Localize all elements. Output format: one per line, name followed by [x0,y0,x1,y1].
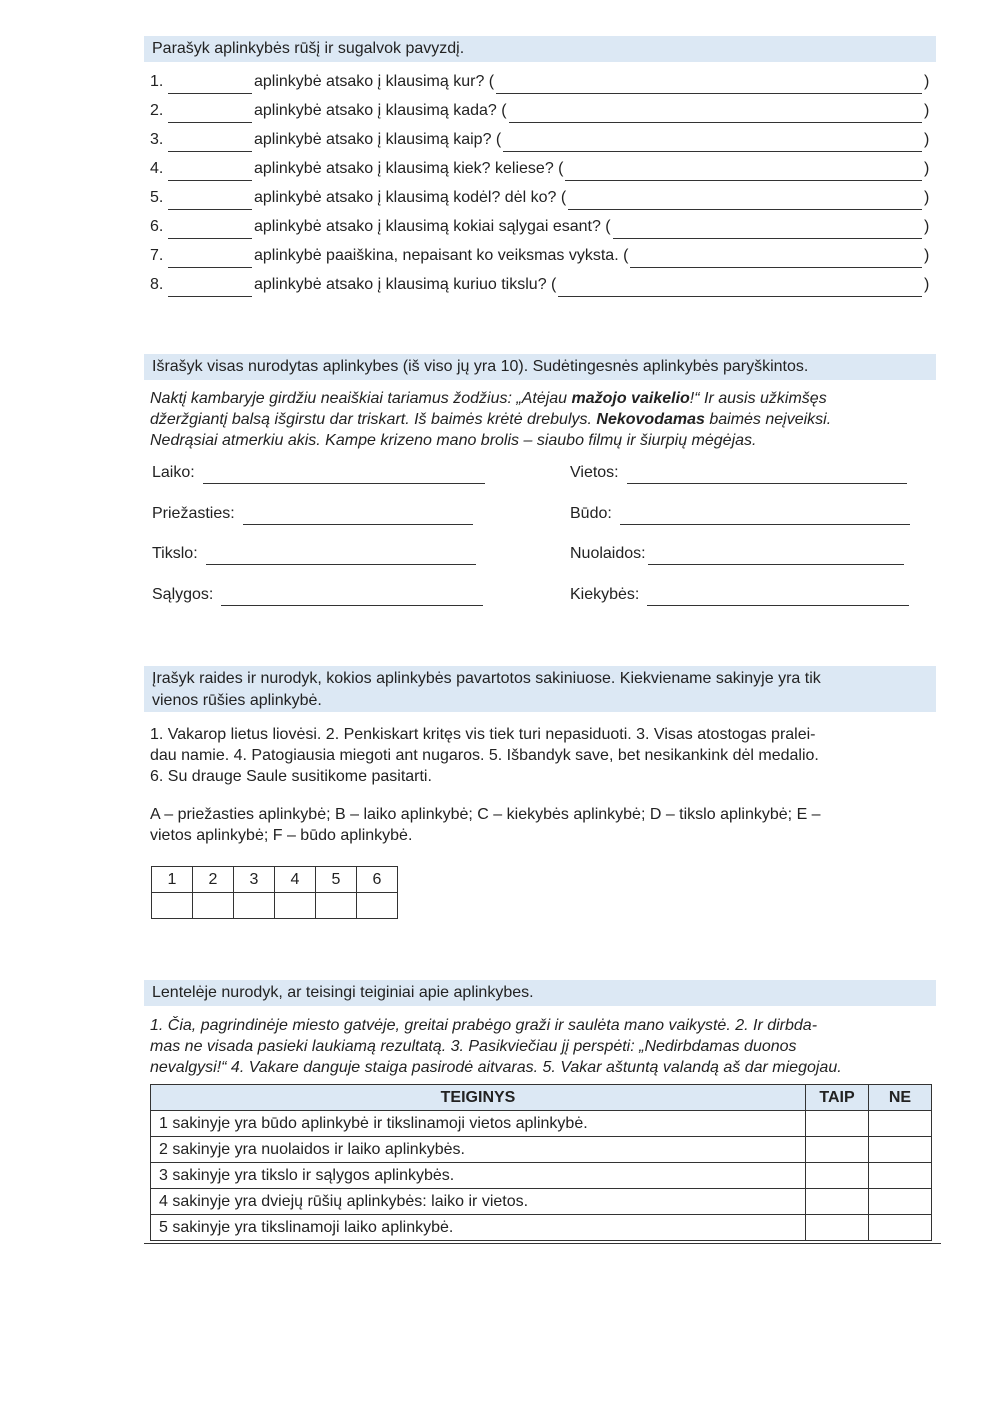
answer-line[interactable] [620,504,910,525]
field-label: Laiko: [152,464,195,481]
answer-blank[interactable] [168,75,252,94]
text-line: Nedrąsiai atmerkiu akis. Kampe krizeno mano brolis – siaubo filmų ir šiurpių mėgėjas. [150,432,757,449]
table-row [151,1137,932,1163]
text-line: nevalgysi!“ 4. Vakare danguje staiga pasirodė aitvaras. 5. Vakar aštuntą valandą aš dar miegojau. [150,1059,842,1076]
ne-cell[interactable] [869,1215,932,1241]
field-budo [570,503,910,525]
field-tikslo [152,543,476,565]
grid-header: 2 [193,867,234,893]
section4-text [150,1015,940,1078]
answer-grid [151,866,398,919]
field-salygos [152,584,483,606]
grid-header: 1 [152,867,193,893]
answer-line[interactable] [648,544,904,565]
list-item [150,244,932,268]
section2-text [150,388,940,451]
statement-cell: 2 sakinyje yra nuolaidos ir laiko aplinkybės. [151,1137,806,1163]
text-line: 1. Vakarop lietus liovėsi. 2. Penkiskart kritęs vis tiek turi nepasiduoti. 3. Visas atostogas pralei- [150,726,816,743]
field-label: Priežasties: [152,505,235,522]
item-question: aplinkybė atsako į klausimą kiek? keliese? ( [254,160,564,177]
list-item [150,128,932,152]
ne-cell[interactable] [869,1163,932,1189]
item-close: ) [924,160,930,177]
item-close: ) [924,247,930,264]
answer-line[interactable] [647,585,909,606]
text-line: dau namie. 4. Patogiausia miegoti ant nugaros. 5. Išbandyk save, bet nesikankink dėl medalio. [150,747,819,764]
answer-blank[interactable] [168,191,252,210]
grid-header: 6 [357,867,398,893]
item-number: 4. [150,160,164,177]
title-line: Įrašyk raides ir nurodyk, kokios aplinkybės pavartotos sakiniuose. Kiekviename sakinyje yra tik [152,670,821,687]
statement-cell: 3 sakinyje yra tikslo ir sąlygos aplinkybės. [151,1163,806,1189]
item-question: aplinkybė atsako į klausimą kur? ( [254,73,495,90]
text-line [150,388,940,409]
text-run: Naktį kambaryje girdžiu neaiškiai tariamus žodžius: „Atėjau [150,390,572,407]
field-label: Būdo: [570,505,612,522]
item-number: 6. [150,218,164,235]
item-close: ) [924,131,930,148]
item-number: 8. [150,276,164,293]
grid-header: 4 [275,867,316,893]
example-line[interactable] [630,249,922,268]
item-close: ) [924,189,930,206]
text-run: !“ Ir ausis užkimšęs [689,390,827,407]
section3-title [144,666,936,712]
taip-cell[interactable] [806,1189,869,1215]
list-item [150,99,932,123]
col-header-teiginys: TEIGINYS [151,1085,806,1111]
answer-line[interactable] [206,544,476,565]
grid-answer-cell[interactable] [275,893,316,919]
answer-blank[interactable] [168,249,252,268]
answer-line[interactable] [221,585,483,606]
statement-cell: 5 sakinyje yra tikslinamoji laiko aplinkybė. [151,1215,806,1241]
taip-cell[interactable] [806,1111,869,1137]
field-priezasties [152,503,473,525]
answer-blank[interactable] [168,278,252,297]
text-line: A – priežasties aplinkybė; B – laiko aplinkybė; C – kiekybės aplinkybė; D – tikslo aplinkybė; E – [150,806,821,823]
section4-title: Lentelėje nurodyk, ar teisingi teiginiai apie aplinkybes. [144,980,936,1006]
ne-cell[interactable] [869,1111,932,1137]
text-line: vietos aplinkybė; F – būdo aplinkybė. [150,827,413,844]
item-close: ) [924,218,930,235]
grid-header: 3 [234,867,275,893]
item-question: aplinkybė atsako į klausimą kodėl? dėl ko? ( [254,189,567,206]
item-number: 3. [150,131,164,148]
example-line[interactable] [613,220,922,239]
answer-blank[interactable] [168,162,252,181]
item-question: aplinkybė atsako į klausimą kada? ( [254,102,507,119]
list-item [150,70,932,94]
field-laiko [152,462,485,484]
grid-answer-cell[interactable] [357,893,398,919]
text-run: džeržgiantį balsą išgirstu dar triskart. Iš baimės krėtė drebulys. [150,411,597,428]
col-header-taip: TAIP [806,1085,869,1111]
text-line [150,409,940,430]
statements-table [150,1084,932,1241]
table-row [151,1215,932,1241]
statement-cell: 4 sakinyje yra dviejų rūšių aplinkybės: laiko ir vietos. [151,1189,806,1215]
item-close: ) [924,102,930,119]
list-item [150,273,932,297]
item-number: 7. [150,247,164,264]
table-row [151,1189,932,1215]
item-question: aplinkybė atsako į klausimą kaip? ( [254,131,502,148]
field-label: Vietos: [570,464,619,481]
taip-cell[interactable] [806,1215,869,1241]
grid-header: 5 [316,867,357,893]
ne-cell[interactable] [869,1189,932,1215]
grid-answer-cell[interactable] [152,893,193,919]
item-question: aplinkybė atsako į klausimą kokiai sąlygai esant? ( [254,218,611,235]
item-close: ) [924,276,930,293]
item-number: 1. [150,73,164,90]
grid-answer-cell[interactable] [193,893,234,919]
field-kiekybes [570,584,909,606]
grid-answer-cell[interactable] [316,893,357,919]
text-line: 1. Čia, pagrindinėje miesto gatvėje, greitai prabėgo graži ir saulėta mano vaikystė. 2. Ir dirbda- [150,1017,818,1034]
field-label: Kiekybės: [570,586,640,603]
bold-adverbial: mažojo vaikelio [571,390,690,407]
example-line[interactable] [503,133,922,152]
table-row [151,1111,932,1137]
taip-cell[interactable] [806,1163,869,1189]
field-label: Nuolaidos: [570,545,646,562]
section3-sentences [150,724,940,787]
item-question: aplinkybė atsako į klausimą kuriuo tikslu? ( [254,276,557,293]
section2-title: Išrašyk visas nurodytas aplinkybes (iš viso jų yra 10). Sudėtingesnės aplinkybės paryškintos. [144,354,936,380]
answer-blank[interactable] [168,104,252,123]
list-item [150,186,932,210]
text-line: mas ne visada pasieki laukiamą rezultatą. 3. Pasikviečiau jį perspėti: „Nedirbdamas duonos [150,1038,797,1055]
item-number: 5. [150,189,164,206]
example-line[interactable] [568,191,922,210]
item-question: aplinkybė paaiškina, nepaisant ko veiksmas vyksta. ( [254,247,629,264]
taip-cell[interactable] [806,1137,869,1163]
ne-cell[interactable] [869,1137,932,1163]
text-line: 6. Su drauge Saule susitikome pasitarti. [150,768,432,785]
item-close: ) [924,73,930,90]
col-header-ne: NE [869,1085,932,1111]
statement-cell: 1 sakinyje yra būdo aplinkybė ir tikslinamoji vietos aplinkybė. [151,1111,806,1137]
answer-line[interactable] [243,504,473,525]
field-nuolaidos [570,543,904,565]
grid-answer-cell[interactable] [234,893,275,919]
list-item [150,215,932,239]
section1-title: Parašyk aplinkybės rūšį ir sugalvok pavyzdį. [144,36,936,62]
answer-line[interactable] [627,463,907,484]
table-row [151,1163,932,1189]
example-line[interactable] [496,75,922,94]
section3-legend [150,804,940,846]
field-label: Tikslo: [152,545,198,562]
text-run: baimės neįveiksi. [704,411,832,428]
example-line[interactable] [558,278,922,297]
field-vietos [570,462,907,484]
example-line[interactable] [565,162,922,181]
answer-blank[interactable] [168,133,252,152]
answer-blank[interactable] [168,220,252,239]
answer-line[interactable] [203,463,485,484]
list-item [150,157,932,181]
example-line[interactable] [509,104,922,123]
item-number: 2. [150,102,164,119]
title-line: vienos rūšies aplinkybė. [152,692,322,709]
field-label: Sąlygos: [152,586,214,603]
bottom-divider [144,1243,941,1244]
bold-adverbial: Nekovodamas [596,411,705,428]
